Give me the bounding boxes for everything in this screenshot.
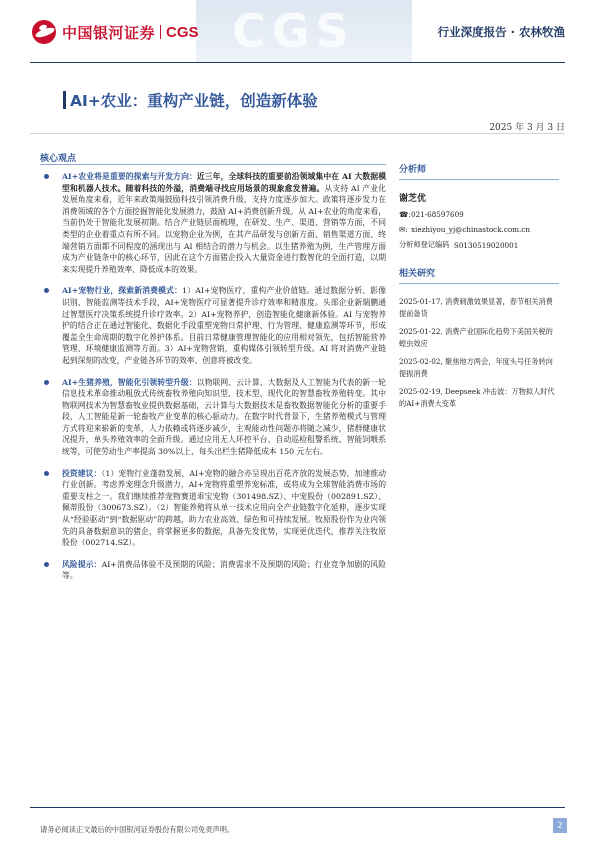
core-view-point — [44, 377, 386, 458]
logo-chinese-name: 中国银河证券 — [62, 23, 156, 42]
report-title: AI+农业：重构产业链，创造新体验 — [70, 92, 318, 110]
core-view-point — [44, 171, 386, 275]
point-lead: AI+农业将是重要的探索与开发方向： — [62, 172, 197, 181]
analyst-name: 谢芝优 — [399, 194, 427, 204]
point-lead: 风险提示： — [62, 559, 102, 569]
footer-divider — [30, 807, 565, 808]
related-list — [399, 296, 559, 409]
core-views-heading: 核心观点 — [40, 154, 77, 164]
logo-divider — [160, 25, 161, 39]
title-accent-bar — [63, 91, 66, 109]
analyst-cert: S0130519020001 — [453, 240, 519, 250]
analyst-cert-label: 分析师登记编码 — [399, 240, 450, 249]
report-date: 2025 年 3 月 3 日 — [489, 123, 565, 133]
point-body: 1）AI+宠物医疗，重构产业价值链。通过数据分析、影像识别、智能监测等技术手段，AI+宠物医疗可显著提升诊疗效率和精准度。头部企业新瑞鹏通过智慧医疗决策系统提升诊疗效率。2）AI+宠物养护，创造智能化健康新体验。AI 与宠物养护的结合正在通过智能化、数据化手段重塑宠物日常护理、行为管理、健康监测等环节，形成覆盖全生命周期的数字化养护体系。目前日常健康管理智能化的应用相对领先，包括智能营养管理、环境健康监测等方面。3）AI+宠物营销，重构媒体引领转型升级。AI 将对消费产业链起到深刻的改变，产业链各环节的效率、创意将被改变。 — [62, 286, 386, 365]
point-body: 以物联网、云计算、大数据及人工智能为代表的新一轮信息技术革命推动粗放式传统畜牧养殖向知识型、技术型、现代化的智慧畜牧养殖转变。其中物联网技术为智慧畜牧业提供数据基础，云计算与大数据技术是畜牧数据智能化分析的重要手段，人工智能是新一轮畜牧产业变革的核心驱动力。在数字时代背景下，生猪养殖模式与管理方式将迎来崭新的变革，人力依赖或将逐步减少，主观能动性问题亦将随之减少，猪群健康状况提升，单头养殖效率的全面升级。通过应用无人环控平台、自动巡检租警系统、智能饲喂系统等，可使劳动生产率提高 30%以上，每头出栏生猪降低成本 150 元左右。 — [62, 377, 387, 457]
point-body: 从支持 AI 产业化发展角度来看，近年来政策端鼓励科技引领消费升级，支持力度逐步加大。政策将逐步发力在消费领域的各个方面挖掘智能化发展潜力，鼓励 AI+消费创新升级。从 AI+农业的角度来看，当前仍处于智能化发展初期。结合产业链层面梳理，在研发、生产、渠道、营销等方面，不同类型的企业着重点有所不同。以宠物企业为例，在其产品研发与创新方面、销售渠道方面、终端营销方面都不同程度的涵现出与 AI 相结合的潜力与机会。以生猪养殖为例，生产管理方面成为产业链条中的核心环节，因此在这个方面猪企投入大量资金进行数智化的全面打造，以期来实现提升养殖效率、降低成本的效果。 — [62, 183, 386, 274]
header-divider — [30, 62, 565, 63]
bullet-icon — [44, 174, 49, 179]
logo-english-name: CGS — [166, 23, 199, 41]
company-logo — [32, 20, 199, 44]
report-type: 行业深度报告 · 农林牧渔 — [437, 25, 565, 39]
header-watermark: CGS — [232, 4, 355, 58]
analyst-heading: 分析师 — [399, 162, 559, 180]
bullet-icon — [44, 380, 49, 385]
analyst-cert-row — [399, 240, 559, 250]
point-body: AI+消费品体验不及预期的风险；消费需求不及预期的风险；行业竞争加剧的风险等。 — [62, 559, 387, 581]
point-lead: 投资建议： — [62, 468, 102, 478]
core-view-point — [44, 285, 386, 366]
point-emphasis: 近三年，全球科技的重要前沿领域集中在 AI 大数据模型和机器人技术。随着科技的外溢，消费端寻找应用场景的现象愈发普遍。 — [62, 172, 386, 193]
related-item[interactable]: 2025-01-17, 消费刺激效果显著，春节相关消费提前备货 — [399, 297, 553, 318]
bullet-icon — [44, 471, 49, 476]
phone-icon: ☎: — [399, 210, 411, 219]
title-divider — [30, 133, 565, 134]
point-lead: AI+宠物行业，探索新消费模式： — [62, 286, 183, 296]
related-heading: 相关研究 — [399, 266, 559, 284]
bullet-icon — [44, 562, 49, 567]
related-research-panel — [399, 266, 559, 409]
page-header — [0, 0, 595, 62]
analyst-phone: 021-68597609 — [411, 210, 464, 219]
analyst-phone-row — [399, 210, 559, 219]
related-item[interactable]: 2025-02-19, Deepseek 冲击波：万物拟人时代的AI+消费大变革 — [399, 387, 555, 408]
core-view-point — [44, 468, 386, 549]
point-lead: AI+生猪养殖，智能化引领转型升级： — [62, 377, 197, 387]
bullet-icon — [44, 288, 49, 293]
galaxy-logo-icon — [32, 20, 56, 44]
related-item[interactable]: 2025-01-22, 消费产业国际化趋势下美国关税的蝗虫效应 — [399, 327, 553, 348]
core-views-list — [44, 171, 386, 592]
analyst-panel — [399, 162, 559, 250]
email-icon: ✉: — [399, 225, 408, 234]
core-views-divider — [40, 164, 386, 165]
related-item[interactable]: 2025-02-02, 聚焦地方两会，年度头号任务转向提振消费 — [399, 357, 553, 378]
point-body: （1）宠物行业蓬勃发展，AI+宠物的融合亦呈现出百花齐放的发展态势，加速推动行业创新。考虑养宠理念升级潜力，AI+宠物将重塑养宠标准，或将成为全球智能消费市场的重要支柱之一。我们继续推荐宠物赛道乖宝宠物（301498.SZ）、中宠股份（002891.SZ）、佩蒂股份（300673.SZ）。（2）智能养殖将从单一技术应用向全产业链数字化延伸，逐步实现从“经验驱动”到“数据驱动”的跨越，助力农业高效、绿色和可持续发展。牧原股份作为业内领先的具备数据意识的猪企，将掌握更多的数据，具备先发优势，实现更优迭代，推荐关注牧原股份（002714.SZ）。 — [62, 468, 386, 548]
footer-disclaimer: 请务必阅读正文最后的中国银河证券股份有限公司免责声明。 — [40, 825, 235, 834]
analyst-email[interactable]: xiezhiyou_yj@chinastock.com.cn — [411, 225, 530, 234]
page-number: 2 — [553, 818, 567, 833]
analyst-email-row — [399, 225, 559, 234]
core-view-point — [44, 559, 386, 582]
